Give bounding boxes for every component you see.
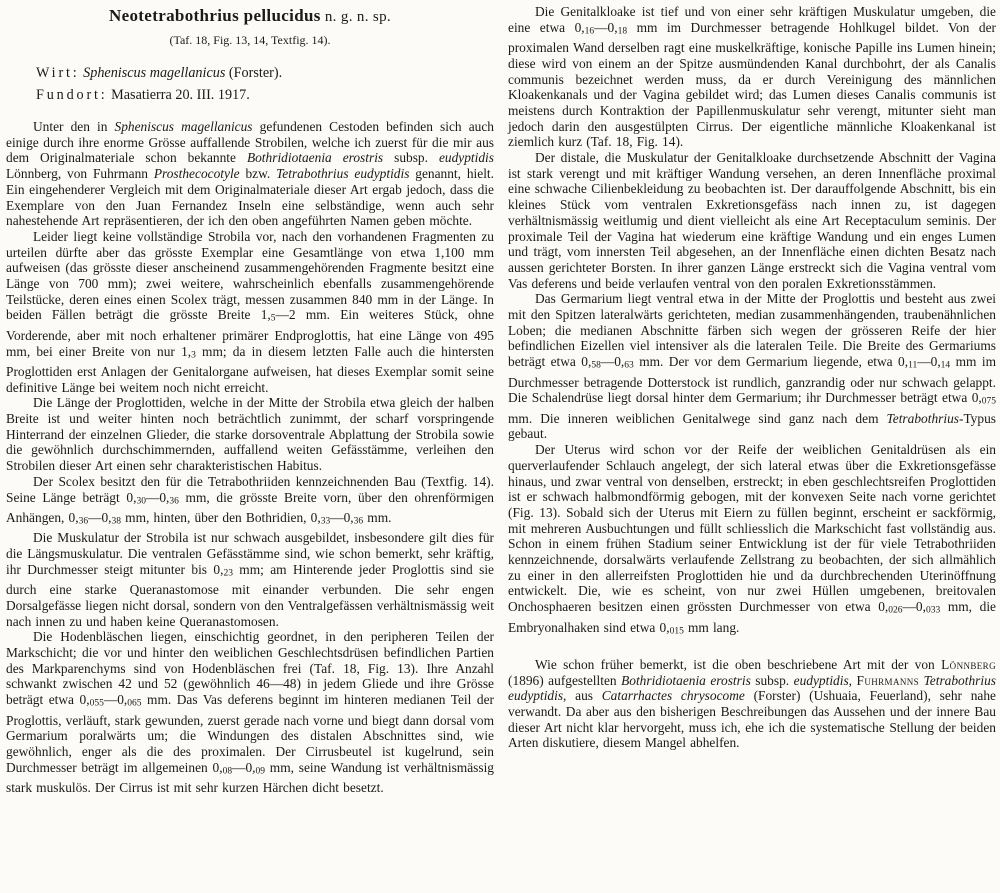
paragraph: Die Länge der Proglottiden, welche in der Mitte der Strobila etwa gleich der halben Breite ist und weiter hinten noch beträchtlich zunimmt, der scharf vorspringende Hinterrand der einzelnen Glieder, die starke dorsoventrale Abplattung der Strobila sowie die gewöhnlich durchschimmernden, auffallend weiten Gefässtämme, verleihen den Strobilen dieser Art einen sehr charakteristischen Habitus. xyxy=(6,395,494,474)
left-column xyxy=(6,4,494,796)
paragraph: Die Hodenbläschen liegen, einschichtig geordnet, in den peripheren Teilen der Markschicht; die vor und hinter den weiblichen Geschlechtsdrüsen befindlichen Partien des Markparenchyms sind von Hodenbläschen frei (Taf. 18, Fig. 13). Ihre Anzahl schwankt zwischen 42 und 52 (gewöhnlich 46—48) in jedem Gliede und ihre Grösse beträgt etwa 0,055—0,065 mm. Das Vas deferens beginnt im hinteren medianen Teil der Proglottis, verläuft, stark gewunden, zuerst gerade nach vorne und biegt dann dorsal vom Germarium poralwärts um; die Windungen des distalen Abschnittes sind, wie gewöhnlich, enger als die des proximalen. Der Cirrusbeutel ist kugelrund, sein Durchmesser beträgt im allgemeinen 0,08—0,09 mm, seine Wandung ist verhältnismässig stark muskulös. Der Cirrus ist mit sehr kurzen Härchen dicht besetzt. xyxy=(6,629,494,796)
paragraph: Das Germarium liegt ventral etwa in der Mitte der Proglottis und besteht aus zwei mit den Spitzen lateralwärts gerichteten, median zusammenhängenden, traubenähnlichen Loben; die medianen Abschnitte färben sich wegen der grösseren Reife der hier befindlichen Eizellen viel intensiver als die lateralen Teile. Die Breite des Germariums beträgt etwa 0,58—0,63 mm. Der vor dem Germarium liegende, etwa 0,11—0,14 mm im Durchmesser betragende Dotterstock ist rundlich, ganzrandig oder nur schwach gelappt. Die Schalendrüse liegt dorsal hinter dem Germarium; ihr Durchmesser beträgt etwa 0,075 mm. Die inneren weiblichen Genitalwege sind ganz nach dem Tetrabothrius-Typus gebaut. xyxy=(508,291,996,442)
host-line-fundort xyxy=(6,85,494,107)
paragraph: Wie schon früher bemerkt, ist die oben beschriebene Art mit der von Lönnberg (1896) aufgestellten Bothridiotaenia erostris subsp. eudyptidis, Fuhrmanns Tetrabothrius eudyptidis, aus Catarrhactes chrysocome (Forster) (Ushuaia, Feuerland), sehr nahe verwandt. Da aber aus den bisherigen Beschreibungen das Aussehen und der innere Bau dieser Art nicht klar hervorgeht, muss ich, ehe ich die systematische Stellung der beiden Arten diskutiere, diesem Mangel abhelfen. xyxy=(508,656,996,751)
paragraph: Leider liegt keine vollständige Strobila vor, nach den vorhandenen Fragmenten zu urteilen dürfte aber das grösste Exemplar eine Gesamtlänge von etwa 1,100 mm aufweisen (das grösste dieser anscheinend zusammengehörenden Fragmente besitzt eine Länge von 700 mm); zwei weitere, wahrscheinlich ebenfalls zusammengehörende Teilstücke, deren eines einen Scolex trägt, messen zusammen 840 mm in der Länge. In beiden Fällen beträgt die grösste Breite 1,5—2 mm. Ein weiteres Stück, ohne Vorderende, aber mit noch erhaltener primärer Endproglottis, hat eine Länge von 495 mm, bei einer Breite von nur 1,3 mm; da in diesem letzten Falle auch die hintersten Proglottiden erst Anlagen der Genitalorgane aufweisen, hat dieses Exemplar somit seine definitive Länge bei weitem noch nicht erreicht. xyxy=(6,228,495,395)
left-column-body xyxy=(6,119,494,796)
article-title xyxy=(6,6,494,26)
paragraph: Die Genitalkloake ist tief und von einer sehr kräftigen Muskulatur umgeben, die eine etwa 0,16—0,18 mm im Durchmesser betragende Hohlkugel bildet. Von der proximalen Wand derselben ragt eine muskelkräftige, konische Papille ins Lumen hinein; diese wird von einem an der Spitze ausmündenden Kanal durchbohrt, der als Canalis communis bezeichnet werden muss, da er durch Vereinigung des männlichen Kloakenkanals und der Vagina gebildet wird; das Lumen dieses Canalis communis ist meistens durch Kontraktion der Papillenmuskulatur sehr verengt, mitunter sieht man jedoch darin den ausgestülpten Cirrus. Der eigentliche männliche Kloakenkanal ist ziemlich kurz (Taf. 18, Fig. 14). xyxy=(508,4,996,150)
wirt-label: Wirt: xyxy=(36,65,80,81)
title-suffix: n. g. n. sp. xyxy=(320,9,392,25)
fundort-label: Fundort: xyxy=(36,86,108,103)
paragraph: Die Muskulatur der Strobila ist nur schwach ausgebildet, insbesondere gilt dies für die Längsmuskulatur. Die ventralen Gefässtämme sind, wie schon bemerkt, sehr kräftig, ihr Durchmesser steigt mitunter bis 0,23 mm; am Hinterende jeder Proglottis sind sie durch eine starke Queranastomose mit einander verbunden. Die sehr engen Dorsalgefässe liegen nicht dorsal, sondern von den Ventralgefässen verhältnismässig weit nach innen zu und haben keine Queranastomosen. xyxy=(6,530,494,629)
figure-reference: (Taf. 18, Fig. 13, 14, Textfig. 14). xyxy=(169,33,331,47)
paragraph: Der distale, die Muskulatur der Genitalkloake durchsetzende Abschnitt der Vagina ist stark verengt und mit kräftiger Wandung versehen, an deren Innenfläche proximal eine schwache Cilienbekleidung zu beobachten ist. Der darauffolgende Abschnitt, bis ein kleines Stück vom ventralen Exkretionsgefäss nach innen zu, ist dagegen verhältnismässig weitlumig und dient vielleicht als eine Art Receptaculum seminis. Der proximale Teil der Vagina hat wiederum eine kräftige Wandung und ein enges Lumen und trägt, vom innersten Teil abgesehen, an der Innenfläche einen dichten Besatz nach aussen gerichteter Borsten. In ihrer ganzen Länge erstreckt sich die Vagina ventral vom Vas deferens und beide verlaufen ventral von den poralen Exkretionsstämmen. xyxy=(508,150,996,291)
wirt-species: Spheniscus magellanicus xyxy=(83,65,226,81)
right-column xyxy=(508,4,996,796)
fundort-value: Masatierra 20. III. 1917. xyxy=(111,86,250,103)
species-title: Neotetrabothrius pellucidus xyxy=(108,6,321,25)
wirt-rest: (Forster). xyxy=(228,65,283,81)
right-column-body xyxy=(508,4,996,751)
host-block xyxy=(6,63,494,106)
host-line-wirt xyxy=(6,63,494,85)
paragraph: Der Scolex besitzt den für die Tetrabothriiden kennzeichnenden Bau (Textfig. 14). Seine Länge beträgt 0,30—0,36 mm, die grösste Breite vorn, über den ohrenförmigen Anhängen, 0,36—0,38 mm, hinten, über den Bothridien, 0,33—0,36 mm. xyxy=(6,473,494,527)
paragraph: Der Uterus wird schon vor der Reife der weiblichen Genitaldrüsen als ein querverlaufender Schlauch angelegt, der sich lateral etwas über die Exkretionsgefässe hinaus, und zwar ventral von denselben, erstreckt; in eben geschlechtsreifen Proglottiden ist er schwach halbmondförmig gebogen, mit der konvexen Seite nach vorne gerichtet (Fig. 13). Sobald sich der Uterus mit Eiern zu füllen beginnt, erscheint er sackförmig, mit mehreren Ausbuchtungen und füllt schliesslich die Markschicht fast vollständig aus. Schon in einem frühen Stadium seiner Entwicklung ist der für viele Tetrabothriiden kennzeichnende, dorsalwärts verlaufende Zellstrang zu beobachten, der sich allmählich zu einer in den allerreifsten Proglottiden hie und da durchbrechenden Uterinöffnung entwickelt. Die, wie es scheint, von nur zwei Hüllen umgebenen, breitovalen Onchosphaeren besitzen einen grössten Durchmesser von etwa 0,026—0,033 mm, die Embryonalhaken sind etwa 0,015 mm lang. xyxy=(508,442,997,637)
paragraph: Unter den in Spheniscus magellanicus gefundenen Cestoden befinden sich auch einige durch ihre enorme Grösse auffallende Strobilen, welche ich zuerst für die mir aus dem Originalmateriale schon bekannte Bothridiotaenia erostris subsp. eudyptidis Lönnberg, von Fuhrmann Prosthecocotyle bzw. Tetrabothrius eudyptidis genannt, hielt. Ein eingehenderer Vergleich mit dem Originalmateriale dieser Art ergab jedoch, dass die Exemplare von den Juan Fernandez Inseln eine selbständige, wenn auch sehr nahestehende Art repräsentieren, der ich den oben angeführten Namen geben möchte. xyxy=(6,119,494,229)
